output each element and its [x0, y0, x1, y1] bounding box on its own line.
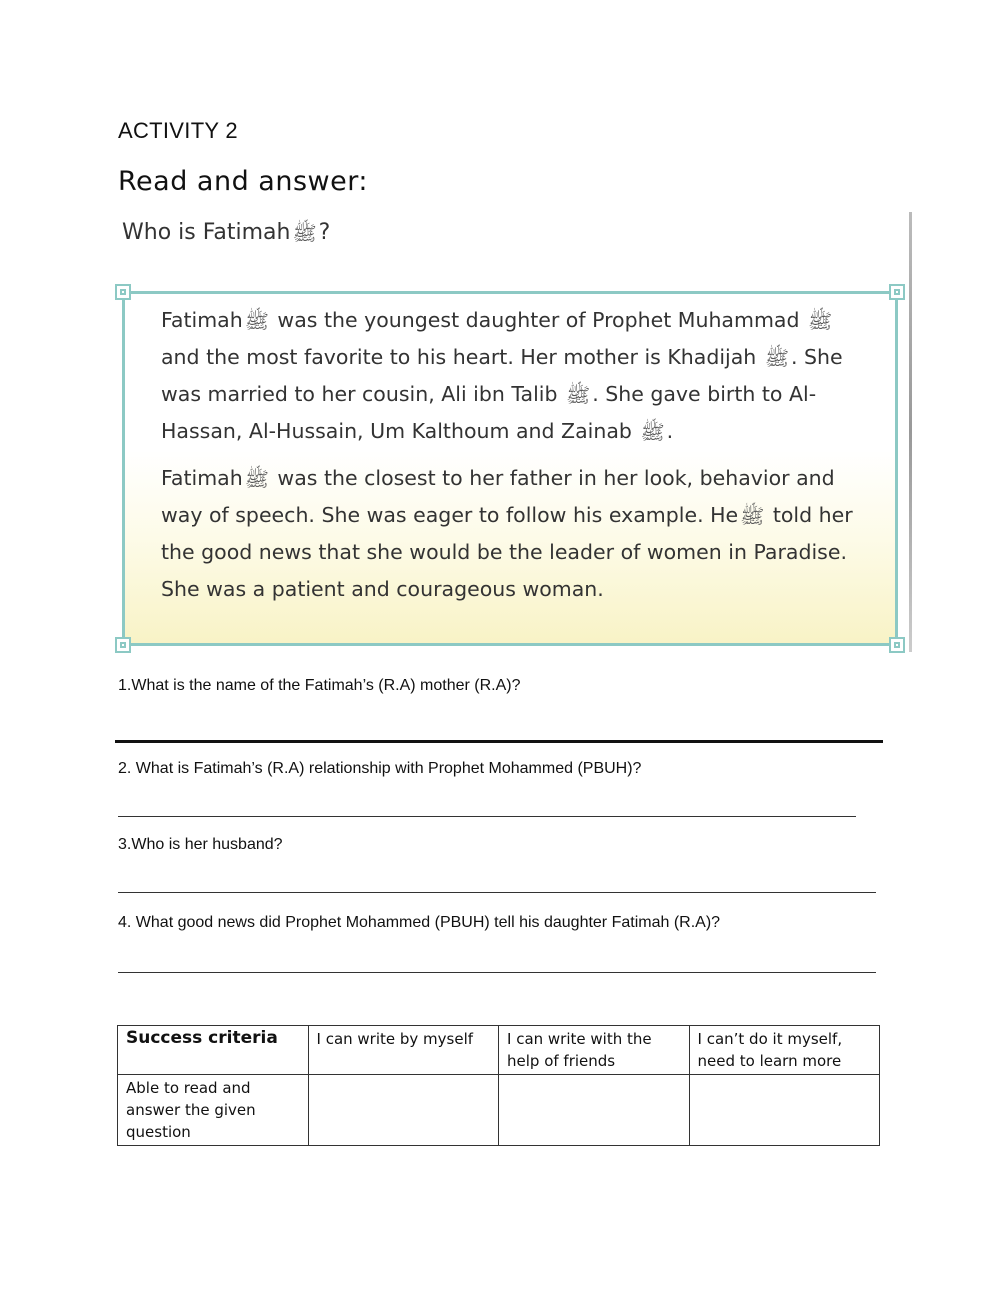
table-header-cell: I can write with the help of friends [499, 1026, 690, 1075]
question-1: 1.What is the name of the Fatimah’s (R.A) mother (R.A)? [118, 677, 521, 694]
story-text-segment: . She gave birth to Al-Hassan, Al-Hussain, Um Kalthoum and Zainab [161, 382, 817, 443]
story-title-text: Who is Fatimah [122, 220, 291, 245]
scan-edge-divider [909, 212, 912, 652]
activity-title: ACTIVITY 2 [118, 118, 238, 143]
success-criteria-table [117, 1025, 880, 1146]
honorific-icon: ﷺ [566, 383, 591, 407]
honorific-icon: ﷺ [244, 309, 269, 333]
table-row [118, 1075, 880, 1146]
honorific-icon: ﷺ [808, 309, 833, 333]
story-text [161, 302, 873, 618]
answer-line-4[interactable] [118, 972, 876, 973]
story-box [122, 291, 898, 646]
table-header-cell: I can write by myself [308, 1026, 499, 1075]
story-text-segment: was the closest to her father in her look, behavior and way of speech. She was eager to follow his example. He [161, 466, 835, 527]
story-title: Who is Fatimah ﷺ? [122, 220, 331, 245]
answer-line-2[interactable] [118, 816, 856, 817]
honorific-icon: ﷺ [764, 346, 789, 370]
honorific-icon: ﷺ [244, 467, 269, 491]
story-text-segment: and the most favorite to his heart. Her mother is Khadijah [161, 345, 763, 369]
story-text-segment: was the youngest daughter of Prophet Muhammad [270, 308, 807, 332]
question-3: 3.Who is her husband? [118, 836, 283, 853]
table-cell-checkbox-area[interactable] [308, 1075, 499, 1146]
story-text-segment: . She was married to her cousin, Ali ibn Talib [161, 345, 843, 406]
frame-corner-ornament [889, 637, 905, 653]
story-paragraph-1 [161, 302, 873, 450]
story-text-segment: Fatimah [161, 466, 243, 490]
honorific-icon: ﷺ [640, 420, 665, 444]
table-header-cell: Success criteria [118, 1026, 309, 1075]
story-text-segment: . [666, 419, 674, 443]
honorific-icon: ﷺ [292, 221, 317, 245]
question-4: 4. What good news did Prophet Mohammed (PBUH) tell his daughter Fatimah (R.A)? [118, 914, 721, 931]
table-header-row [118, 1026, 880, 1075]
answer-line-1[interactable] [115, 740, 883, 743]
table-cell-checkbox-area[interactable] [689, 1075, 880, 1146]
table-header-cell: I can’t do it myself, need to learn more [689, 1026, 880, 1075]
question-2: 2. What is Fatimah’s (R.A) relationship with Prophet Mohammed (PBUH)? [118, 760, 642, 777]
table-cell-checkbox-area[interactable] [499, 1075, 690, 1146]
table-cell: Able to read and answer the given question [118, 1075, 309, 1146]
instruction-heading: Read and answer: [118, 166, 368, 197]
frame-corner-ornament [115, 637, 131, 653]
answer-line-3[interactable] [118, 892, 876, 893]
story-paragraph-2 [161, 460, 873, 608]
story-text-segment: told her the good news that she would be the leader of women in Paradise. She was a patient and courageous woman. [161, 503, 853, 601]
frame-corner-ornament [889, 284, 905, 300]
honorific-icon: ﷺ [740, 504, 765, 528]
frame-corner-ornament [115, 284, 131, 300]
story-text-segment: Fatimah [161, 308, 243, 332]
